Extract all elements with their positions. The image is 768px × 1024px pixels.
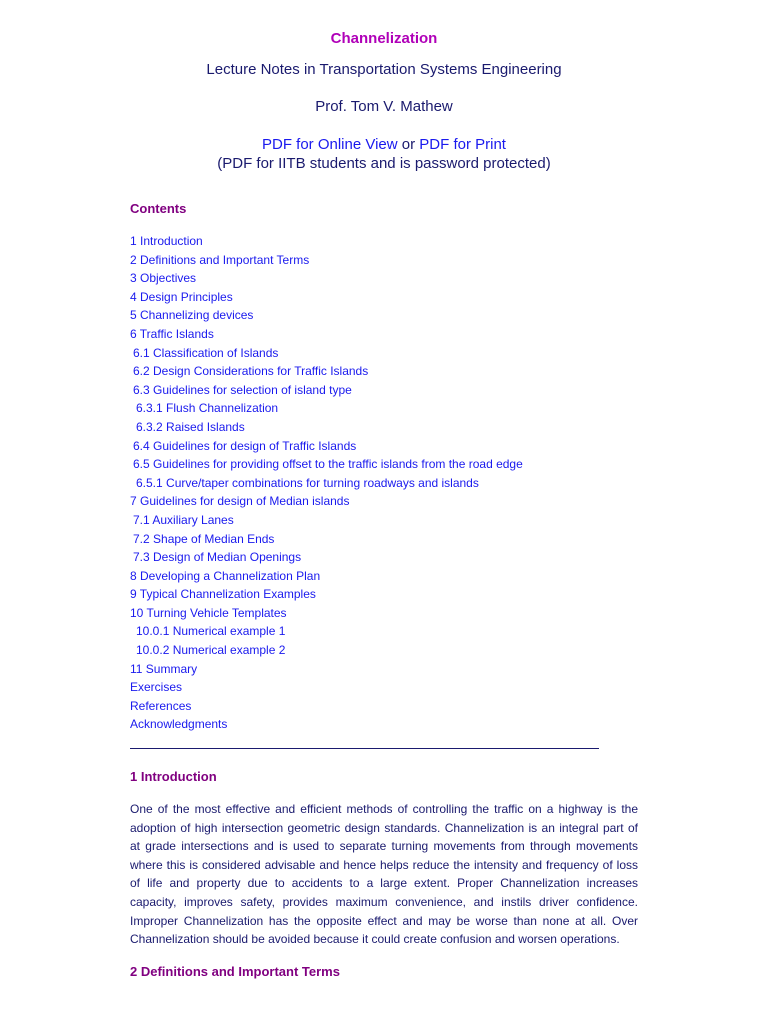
toc-link[interactable]: 10 Turning Vehicle Templates — [130, 605, 287, 620]
toc-item — [130, 251, 523, 270]
toc-link[interactable]: 7.1 Auxiliary Lanes — [133, 512, 234, 527]
pdf-print-link[interactable]: PDF for Print — [419, 136, 506, 153]
toc-item — [130, 362, 523, 381]
toc-link[interactable]: 6.3 Guidelines for selection of island type — [133, 382, 352, 397]
toc-item — [130, 474, 523, 493]
toc-item — [130, 511, 523, 530]
toc-link[interactable]: 6.1 Classification of Islands — [133, 345, 279, 360]
toc-item — [130, 455, 523, 474]
toc-link[interactable]: Exercises — [130, 680, 183, 695]
toc-item — [130, 269, 523, 288]
toc-item — [130, 399, 523, 418]
divider — [130, 748, 599, 749]
page-subtitle: Lecture Notes in Transportation Systems Engineering — [206, 61, 562, 78]
toc-link[interactable]: 8 Developing a Channelization Plan — [130, 568, 321, 583]
toc-item — [130, 306, 523, 325]
toc-item — [130, 567, 523, 586]
toc-link[interactable]: 6.5 Guidelines for providing offset to the traffic islands from the road edge — [133, 457, 523, 472]
toc-item — [130, 288, 523, 307]
toc-link[interactable]: 6 Traffic Islands — [130, 326, 214, 341]
toc-link[interactable]: 1 Introduction — [130, 234, 203, 248]
toc-item — [130, 381, 523, 400]
toc-item — [130, 418, 523, 437]
toc-item — [130, 492, 523, 511]
toc-item — [130, 232, 523, 251]
definitions-heading: 2 Definitions and Important Terms — [130, 964, 340, 979]
toc-link[interactable]: 6.5.1 Curve/taper combinations for turning roadways and islands — [136, 475, 479, 490]
page-title: Channelization — [330, 30, 438, 47]
table-of-contents — [130, 232, 523, 734]
pdf-note: (PDF for IITB students and is password protected) — [217, 155, 551, 172]
toc-link[interactable]: 2 Definitions and Important Terms — [130, 252, 310, 267]
toc-item — [130, 697, 523, 716]
toc-link[interactable]: Acknowledgments — [130, 717, 228, 732]
toc-link[interactable]: References — [130, 698, 192, 713]
toc-link[interactable]: 3 Objectives — [130, 271, 197, 286]
toc-link[interactable]: 5 Channelizing devices — [130, 308, 254, 323]
toc-link[interactable]: 11 Summary — [130, 661, 198, 676]
pdf-online-view-link[interactable]: PDF for Online View — [262, 136, 398, 153]
introduction-heading: 1 Introduction — [130, 769, 217, 784]
toc-link[interactable]: 4 Design Principles — [130, 289, 233, 304]
contents-heading: Contents — [130, 201, 187, 216]
pdf-or-text: or — [397, 136, 420, 153]
toc-item — [130, 325, 523, 344]
toc-item — [130, 604, 523, 623]
toc-item — [130, 715, 523, 734]
toc-item — [130, 641, 523, 660]
toc-link[interactable]: 7 Guidelines for design of Median islands — [130, 494, 350, 509]
author-name: Prof. Tom V. Mathew — [315, 98, 453, 115]
toc-link[interactable]: 7.2 Shape of Median Ends — [133, 531, 275, 546]
toc-item — [130, 585, 523, 604]
toc-link[interactable]: 6.3.1 Flush Channelization — [136, 401, 279, 416]
toc-link[interactable]: 6.2 Design Considerations for Traffic Islands — [133, 364, 369, 379]
introduction-paragraph: One of the most effective and efficient methods of controlling the traffic on a highway is the adoption of high intersection geometric design standards. Channelization is an integral part of at grade intersections and is used to separate turning movements from through movements where this is considered advisable and hence helps reduce the intensity and frequency of loss of life and property due to accidents to a large extent. Proper Channelization increases capacity, improves safety, provides maximum convenience, and instils driver confidence. Improper Channelization has the opposite effect and may be worse than none at all. Over Channelization should be avoided because it could create confusion and worsen operations. — [130, 802, 638, 947]
toc-item — [130, 437, 523, 456]
toc-link[interactable]: 10.0.2 Numerical example 2 — [136, 643, 286, 658]
toc-link[interactable]: 7.3 Design of Median Openings — [133, 550, 302, 565]
toc-link[interactable]: 10.0.1 Numerical example 1 — [136, 624, 286, 639]
toc-link[interactable]: 6.3.2 Raised Islands — [136, 419, 245, 434]
toc-item — [130, 344, 523, 363]
toc-item — [130, 660, 523, 679]
toc-link[interactable]: 6.4 Guidelines for design of Traffic Islands — [133, 438, 357, 453]
toc-item — [130, 678, 523, 697]
toc-link[interactable]: 9 Typical Channelization Examples — [130, 587, 316, 602]
toc-item — [130, 622, 523, 641]
toc-item — [130, 530, 523, 549]
pdf-links — [0, 136, 768, 153]
toc-item — [130, 548, 523, 567]
